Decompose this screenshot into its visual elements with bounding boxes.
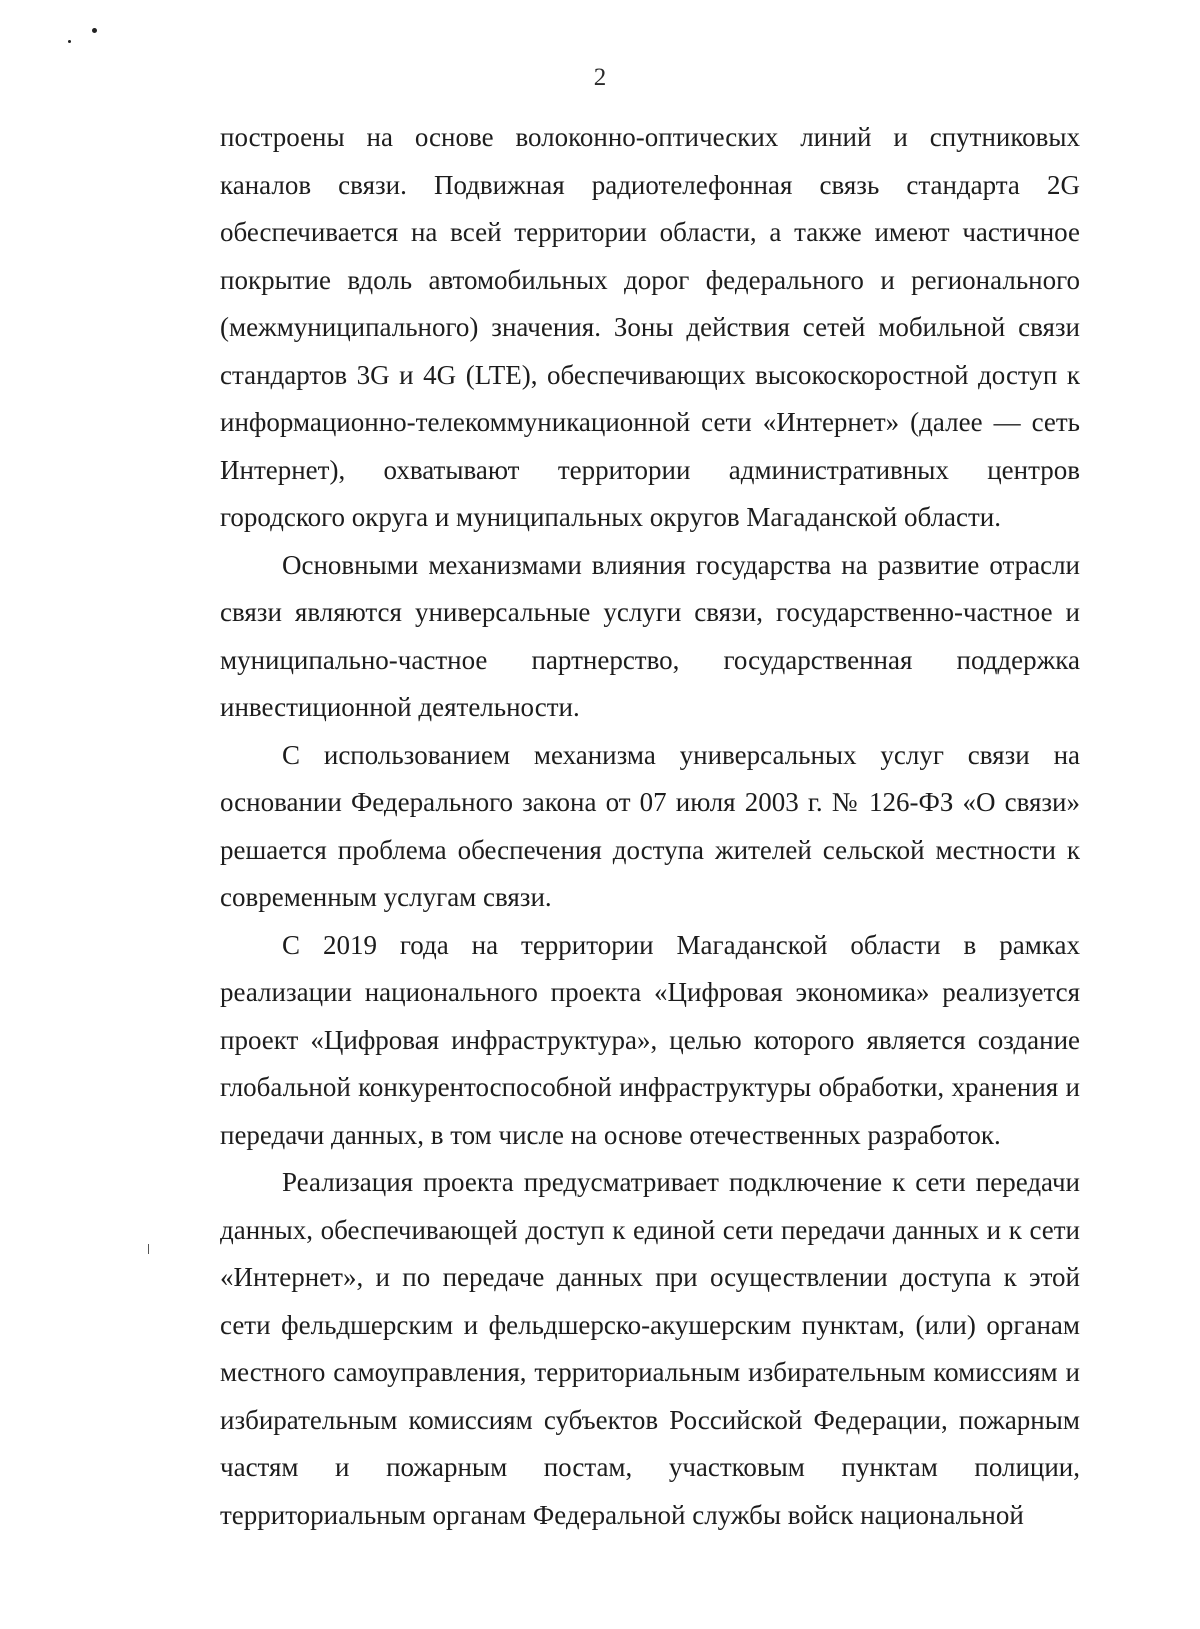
scan-mark — [148, 1244, 149, 1254]
paragraph-3: С использованием механизма универсальных услуг связи на основании Федерального закона от 07 июля 2003 г. № 126-ФЗ «О связи» решается проблема обеспечения доступа жителей сельской местности к современным услугам связи. — [220, 739, 1080, 912]
paragraph-5: Реализация проекта предусматривает подключение к сети передачи данных, обеспечивающей доступ к единой сети передачи данных и к сети «Интернет», и по передаче данных при осуществлении доступа к этой сети фельдшерским и фельдшерско-акушерским пунктам, (или) органам местного самоуправления, территориальным избирательным комиссиям и избирательным комиссиям субъектов Российской Федерации, пожарным частям и пожарным постам, участковым пунктам полиции, территориальным органам Федеральной службы войск национальной — [220, 1167, 1080, 1530]
scan-speck — [92, 28, 97, 33]
paragraph-1: построены на основе волоконно-оптических линий и спутниковых каналов связи. Подвижная радиотелефонная связь стандарта 2G обеспечивается на всей территории области, а также имеют частичное покрытие вдоль автомобильных дорог федерального и регионального (межмуниципального) значения. Зоны действия сетей мобильной связи стандартов 3G и 4G (LTE), обеспечивающих высокоскоростной доступ к информационно-телекоммуникационной сети «Интернет» (далее — сеть Интернет), охватывают территории административных центров городского округа и муниципальных округов Магаданской области. — [220, 122, 1080, 532]
scan-speck — [68, 40, 71, 43]
paragraph-2: Основными механизмами влияния государства на развитие отрасли связи являются универсальные услуги связи, государственно-частное и муниципально-частное партнерство, государственная поддержка инвестиционной деятельности. — [220, 549, 1080, 722]
body-text — [220, 114, 1080, 1539]
paragraph-4: С 2019 года на территории Магаданской области в рамках реализации национального проекта «Цифровая экономика» реализуется проект «Цифровая инфраструктура», целью которого является создание глобальной конкурентоспособной инфраструктуры обработки, хранения и передачи данных, в том числе на основе отечественных разработок. — [220, 929, 1080, 1150]
page-number: 2 — [593, 64, 607, 91]
